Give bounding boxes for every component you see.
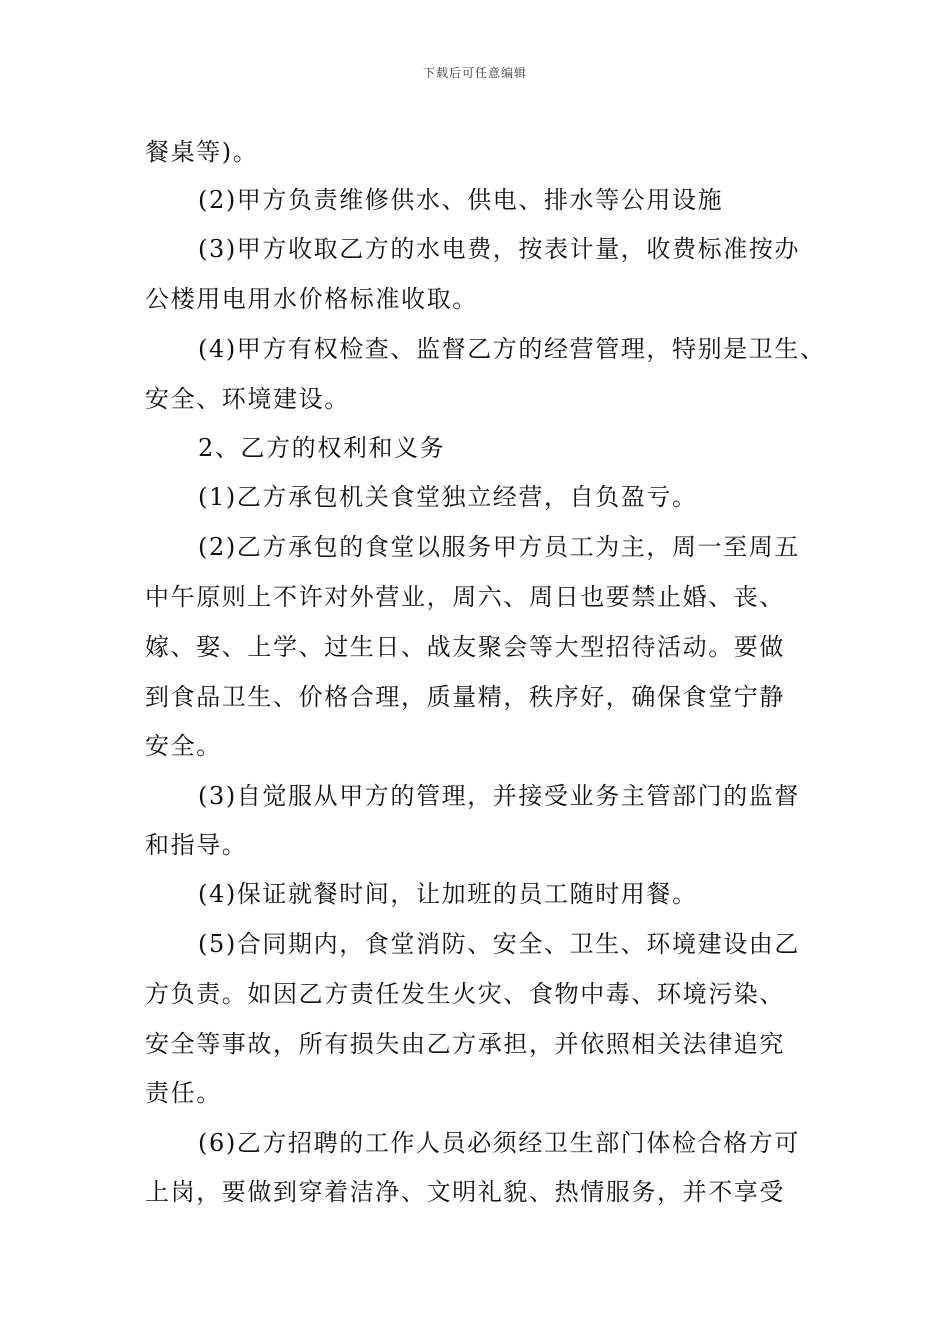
paragraph-line: (4)甲方有权检查、监督乙方的经营管理，特别是卫生、: [198, 335, 826, 363]
paragraph-line: (2)乙方承包的食堂以服务甲方员工为主，周一至周五: [198, 533, 800, 561]
paragraph-line: 方负责。如因乙方责任发生火灾、食物中毒、环境污染、: [145, 980, 785, 1008]
paragraph-line: 嫁、娶、上学、过生日、战友聚会等大型招待活动。要做: [145, 633, 785, 661]
section-heading: 2、乙方的权利和义务: [198, 434, 446, 462]
paragraph-line: 中午原则上不许对外营业，周六、周日也要禁止婚、丧、: [145, 583, 785, 611]
paragraph-line: 公楼用电用水价格标准收取。: [145, 285, 478, 313]
paragraph-line: (3)甲方收取乙方的水电费，按表计量，收费标准按办: [198, 235, 800, 263]
paragraph-line: (6)乙方招聘的工作人员必须经卫生部门体检合格方可: [198, 1129, 800, 1157]
paragraph-line: 安全。: [145, 732, 222, 760]
paragraph-line: (2)甲方负责维修供水、供电、排水等公用设施: [198, 186, 724, 214]
paragraph-line: 上岗，要做到穿着洁净、文明礼貌、热情服务，并不享受: [145, 1178, 785, 1206]
paragraph-line: 责任。: [145, 1079, 222, 1107]
paragraph-line: (5)合同期内，食堂消防、安全、卫生、环境建设由乙: [198, 930, 800, 958]
paragraph-line: 到食品卫生、价格合理，质量精，秩序好，确保食堂宁静: [145, 683, 785, 711]
paragraph-line: 安全等事故，所有损失由乙方承担，并依照相关法律追究: [145, 1030, 785, 1058]
paragraph-line: 和指导。: [145, 831, 248, 859]
paragraph-line: (3)自觉服从甲方的管理，并接受业务主管部门的监督: [198, 782, 800, 810]
paragraph-line: 餐桌等)。: [145, 138, 259, 166]
paragraph-line: (4)保证就餐时间，让加班的员工随时用餐。: [198, 880, 698, 908]
paragraph-line: 安全、环境建设。: [145, 385, 350, 413]
paragraph-line: (1)乙方承包机关食堂独立经营，自负盈亏。: [198, 483, 698, 511]
page-header: 下载后可任意编辑: [422, 66, 527, 80]
